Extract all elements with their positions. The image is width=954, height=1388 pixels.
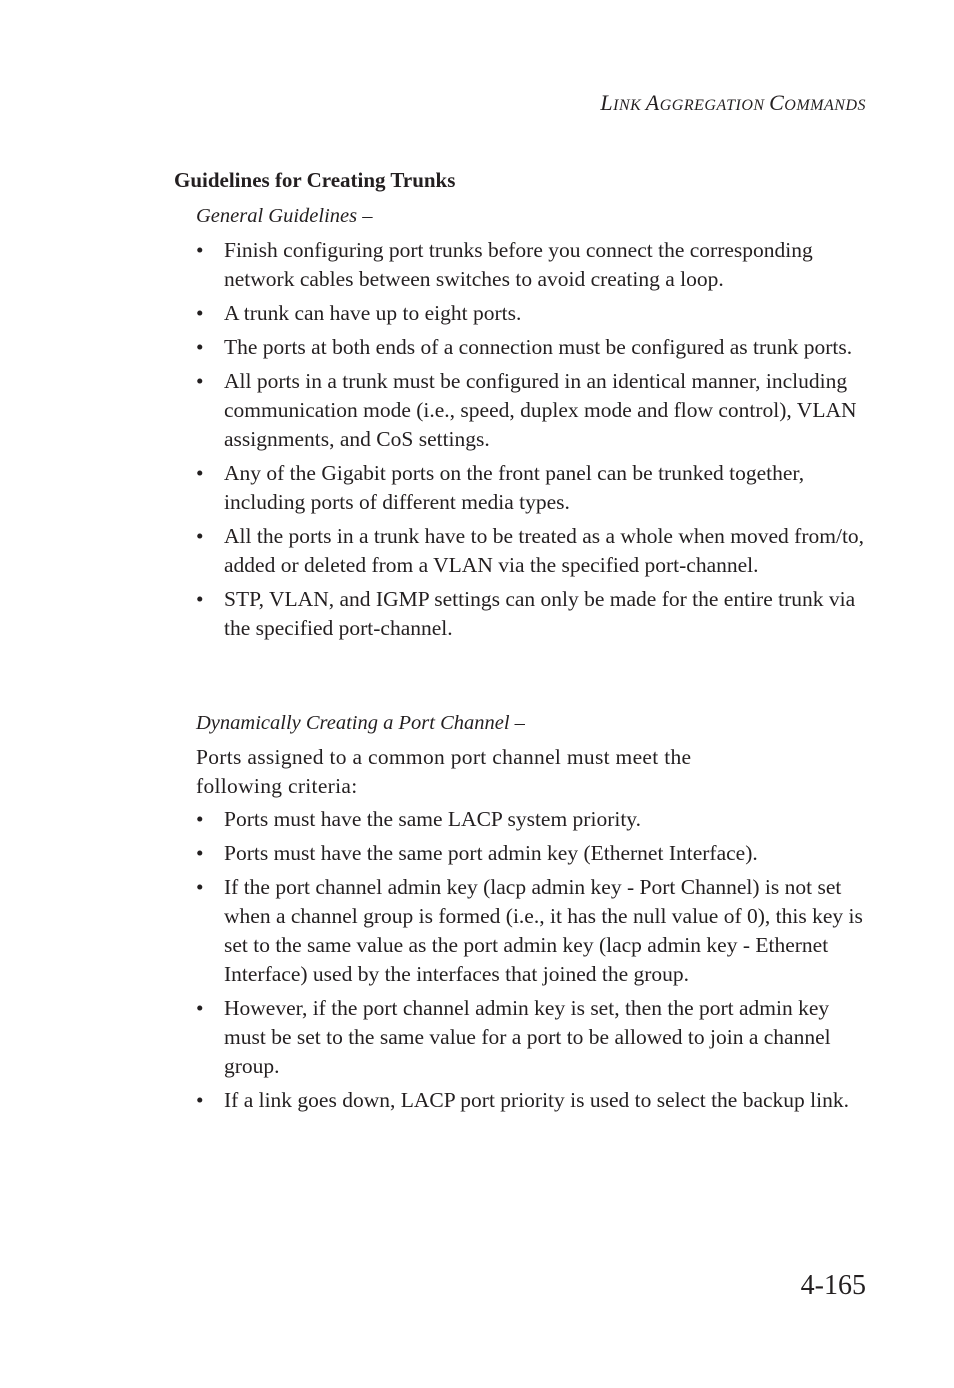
bullet-icon: • — [196, 1088, 204, 1112]
bullet-icon: • — [196, 807, 204, 831]
bullet-icon: • — [196, 369, 204, 393]
bullet-icon: • — [196, 841, 204, 865]
list-item-text: If the port channel admin key (lacp admin key - Port Channel) is not set when a channel group is formed (i.e., it has the null value of 0), this key is set to the same value as the port admin key (lacp admin key - Ethernet Interface) used by the interfaces that joined the group. — [224, 875, 863, 986]
bullet-icon: • — [196, 996, 204, 1020]
general-guidelines-block — [196, 202, 868, 648]
list-item — [196, 805, 868, 834]
running-header-letter: L — [600, 90, 614, 115]
list-item — [196, 299, 868, 328]
running-header-letter: C — [769, 90, 785, 115]
list-item-text: Finish configuring port trunks before you connect the corresponding network cables between switches to avoid creating a loop. — [224, 238, 813, 291]
bullet-icon: • — [196, 587, 204, 611]
list-item-text: Ports must have the same LACP system priority. — [224, 807, 642, 831]
criteria-intro: Ports assigned to a common port channel must meet the following criteria: — [196, 745, 692, 798]
list-item-text: All ports in a trunk must be configured in an identical manner, including communication mode (i.e., speed, duplex mode and flow control), VLAN assignments, and CoS settings. — [224, 369, 857, 451]
list-item-text: A trunk can have up to eight ports. — [224, 301, 522, 325]
running-header — [600, 90, 866, 116]
bullet-icon: • — [196, 238, 204, 262]
list-item-text: All the ports in a trunk have to be treated as a whole when moved from/to, added or deleted from a VLAN via the specified port-channel. — [224, 524, 865, 577]
criteria-list — [196, 805, 868, 1115]
list-item-text: STP, VLAN, and IGMP settings can only be made for the entire trunk via the specified port-channel. — [224, 587, 856, 640]
list-item — [196, 367, 868, 454]
bullet-icon: • — [196, 301, 204, 325]
page-number: 4-165 — [800, 1270, 866, 1301]
list-item-text: If a link goes down, LACP port priority is used to select the backup link. — [224, 1088, 849, 1112]
bullet-icon: • — [196, 335, 204, 359]
general-guidelines-list — [196, 236, 868, 643]
dynamic-port-channel-subhead: Dynamically Creating a Port Channel – — [196, 712, 525, 734]
bullet-icon: • — [196, 461, 204, 485]
general-guidelines-subhead: General Guidelines – — [196, 205, 373, 227]
list-item — [196, 839, 868, 868]
list-item-text: However, if the port channel admin key is set, then the port admin key must be set to the same value for a port to be allowed to join a channel group. — [224, 996, 831, 1078]
list-item-text: The ports at both ends of a connection must be configured as trunk ports. — [224, 335, 853, 359]
list-item-text: Ports must have the same port admin key (Ethernet Interface). — [224, 841, 758, 865]
running-header-letter: A — [645, 90, 660, 115]
list-item — [196, 994, 868, 1081]
list-item — [196, 459, 868, 517]
list-item — [196, 1086, 868, 1115]
running-header-smallcaps: OMMANDS — [784, 97, 866, 114]
list-item — [196, 333, 868, 362]
running-header-smallcaps: INK — [613, 97, 646, 114]
list-item-text: Any of the Gigabit ports on the front panel can be trunked together, including ports of different media types. — [224, 461, 805, 514]
section-heading: Guidelines for Creating Trunks — [174, 168, 456, 192]
running-header-smallcaps: GGREGATION — [659, 97, 770, 114]
list-item — [196, 522, 868, 580]
list-item — [196, 236, 868, 294]
bullet-icon: • — [196, 524, 204, 548]
dynamic-port-channel-block — [196, 709, 868, 1120]
list-item — [196, 873, 868, 989]
list-item — [196, 585, 868, 643]
bullet-icon: • — [196, 875, 204, 899]
